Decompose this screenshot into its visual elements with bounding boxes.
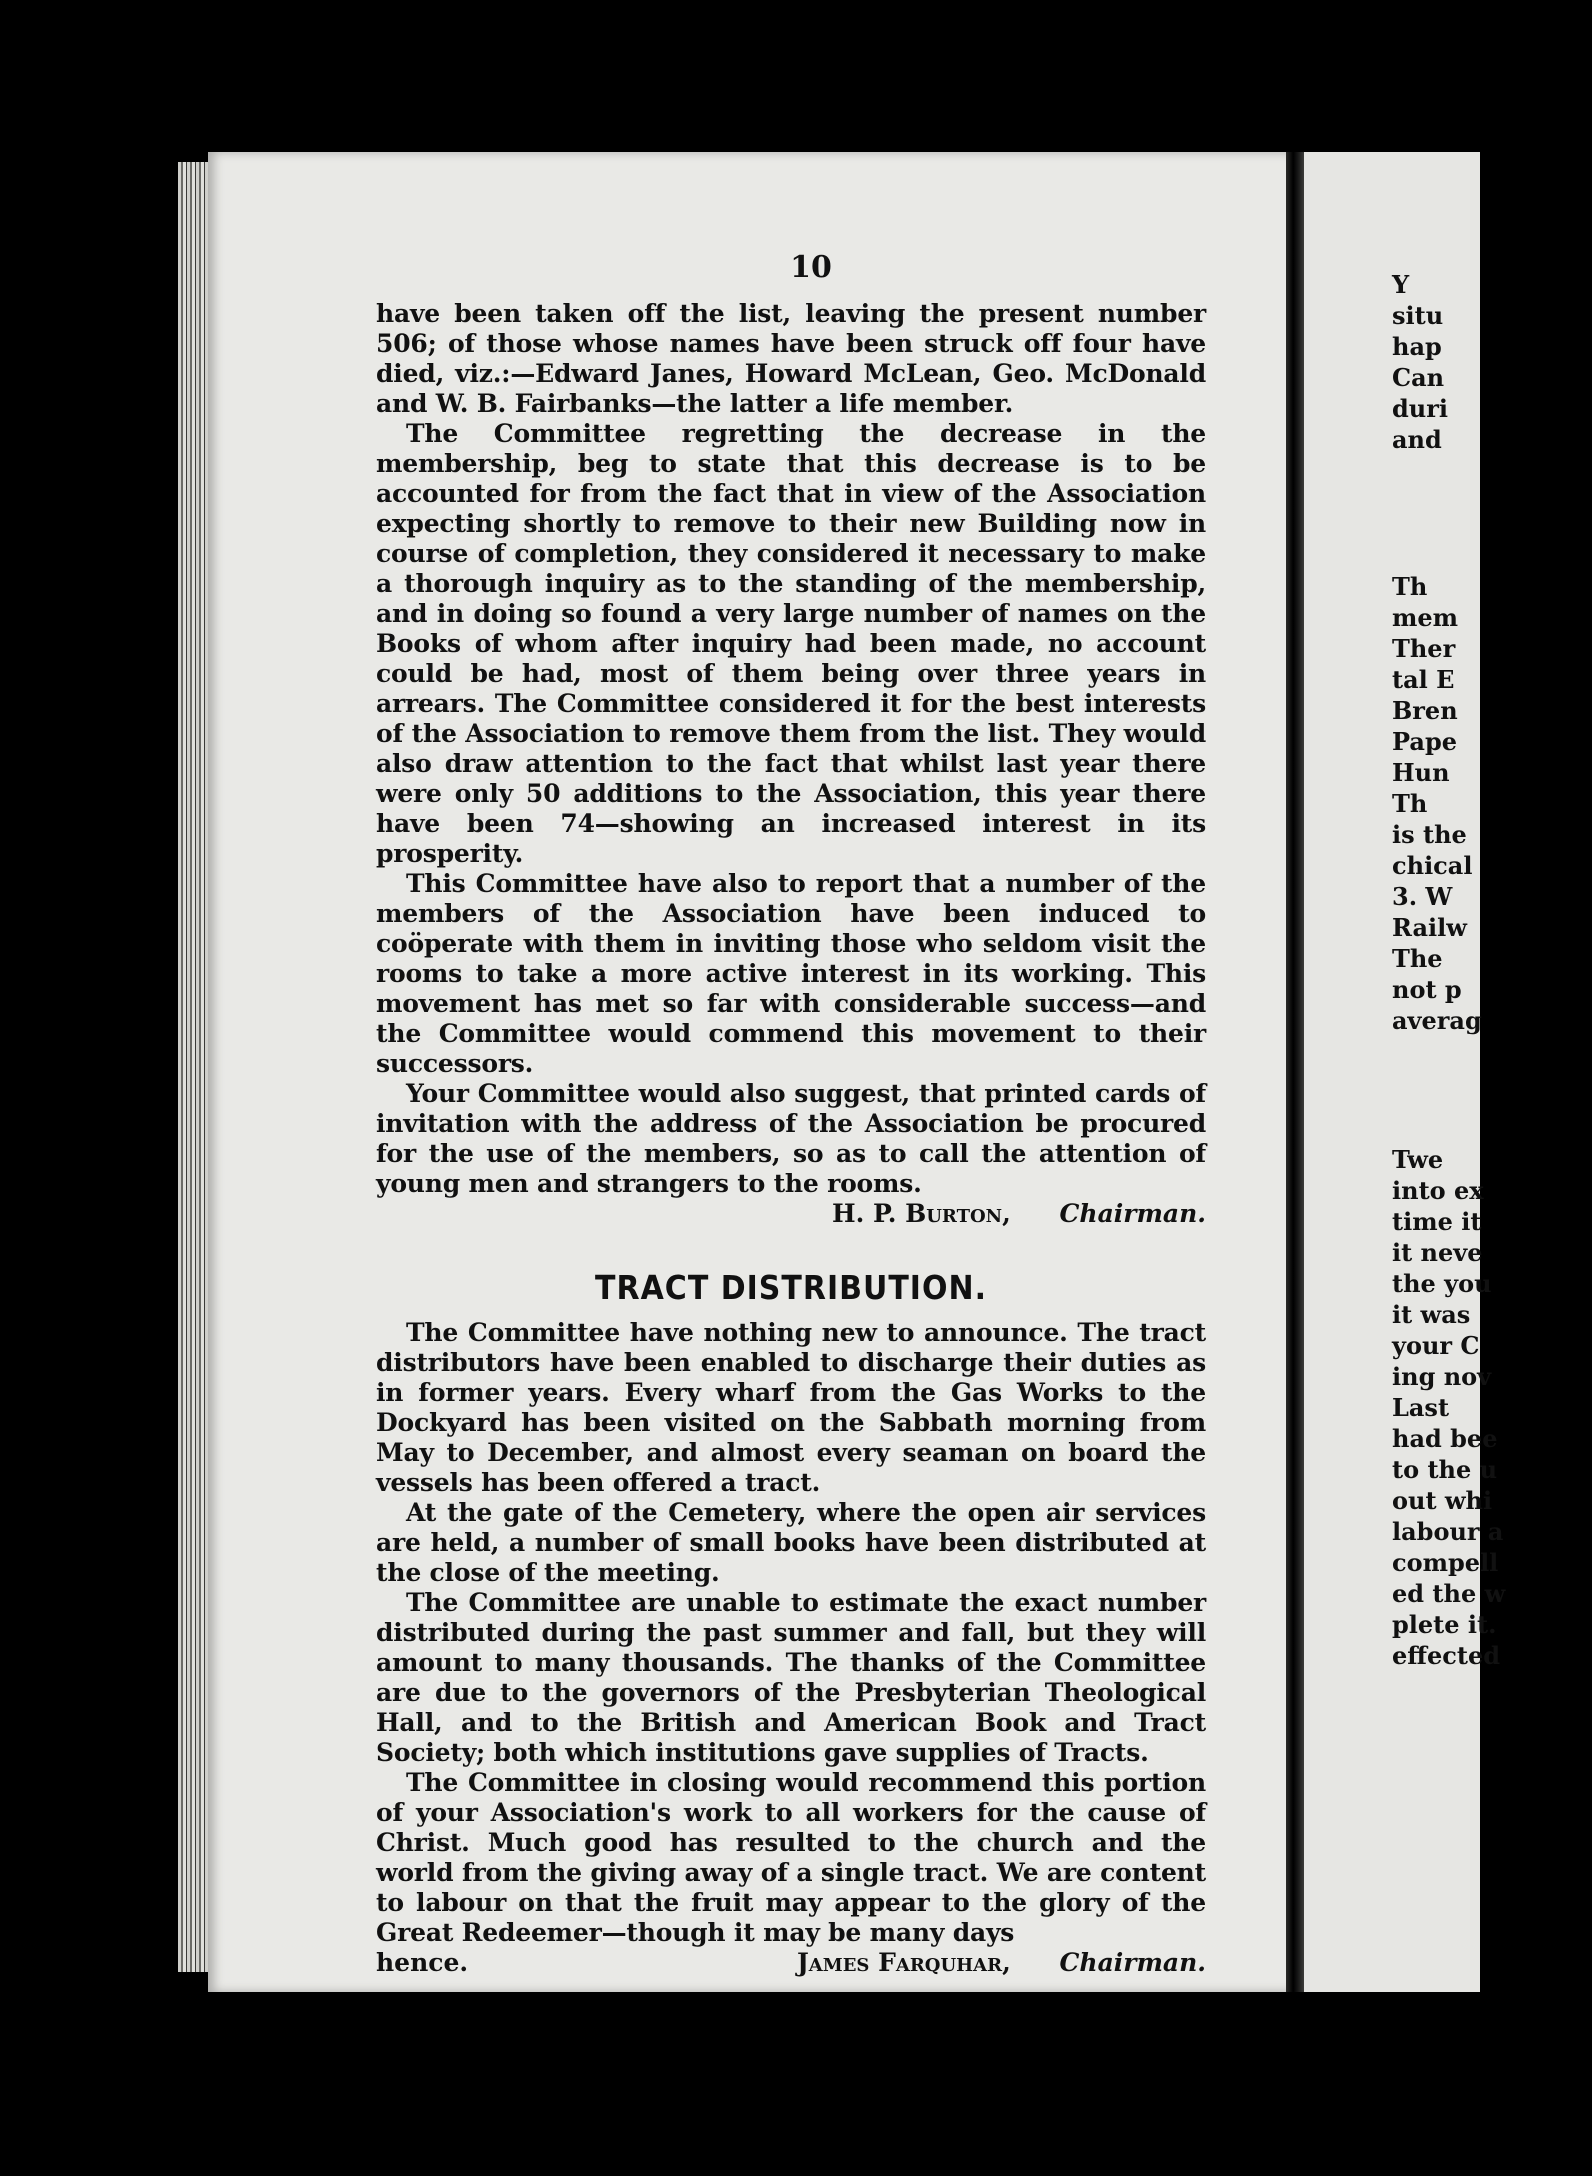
right-page-line: mem: [1392, 603, 1459, 632]
right-page-line: time it: [1392, 1207, 1482, 1236]
tract-paragraph: At the gate of the Cemetery, where the open air services are held, a number of small books have been distributed at the close of the meeting.: [376, 1498, 1206, 1587]
tract-paragraph: The Committee in closing would recommend this portion of your Association's work to all workers for the cause of Christ. Much good has resulted to the church and the world from the giving away of a single tract. We are content to labour on that the fruit may appear to the glory of the Great Redeemer—though it may be many days: [376, 1768, 1206, 1947]
tract-paragraph: The Committee have nothing new to announce. The tract distributors have been enabled to discharge their duties as in former years. Every wharf from the Gas Works to the Dockyard has been visited on the Sabbath morning from May to December, and almost every seaman on board the vessels has been offered a tract.: [376, 1318, 1206, 1497]
section-heading: TRACT DISTRIBUTION.: [595, 1269, 987, 1308]
right-page-line: 3. W: [1392, 882, 1453, 911]
report-paragraph: have been taken off the list, leaving the present number 506; of those whose names have been struck off four have died, viz.:—Edward Janes, Howard McLean, Geo. McDonald and W. B. Fairbanks—the latter a life member.: [376, 299, 1206, 418]
report-paragraph: The Committee regretting the decrease in the membership, beg to state that this decrease is to be accounted for from the fact that in view of the Association expecting shortly to remove to their new Building now in course of completion, they considered it necessary to make a thorough inquiry as to the standing of the membership, and in doing so found a very large number of names on the Books of whom after inquiry had been made, no account could be had, most of them being over three years in arrears. The Committee considered it for the best interests of the Association to remove them from the list. They would also draw attention to the fact that whilst last year there were only 50 additions to the Association, this year there have been 74—showing an increased interest in its prosperity.: [376, 419, 1206, 868]
right-page-line: Twe: [1392, 1145, 1444, 1174]
right-page-line: situ: [1392, 301, 1444, 330]
right-page-line: to the u: [1392, 1455, 1498, 1484]
right-page-line: Last: [1392, 1393, 1450, 1422]
right-page-line: your C: [1392, 1331, 1480, 1360]
right-page-line: Y: [1392, 270, 1410, 299]
right-page-line: the you: [1392, 1269, 1492, 1298]
right-page-line: Can: [1392, 363, 1445, 392]
right-page-line: Pape: [1392, 727, 1458, 756]
page-content: [376, 250, 1206, 1978]
right-page-line: duri: [1392, 394, 1448, 423]
right-page-line: labour a: [1392, 1517, 1504, 1546]
right-page-line: effected: [1392, 1641, 1500, 1670]
signature-name: James Farquhar,: [796, 1948, 1011, 1977]
tract-signature: [376, 1948, 1206, 1978]
right-page-line: averag: [1392, 1006, 1482, 1035]
right-page-line: out whi: [1392, 1486, 1493, 1515]
right-page-line: it neve: [1392, 1238, 1483, 1267]
right-page-line: not p: [1392, 975, 1462, 1004]
signature-lead: hence.: [376, 1948, 469, 1977]
right-page-line: Th: [1392, 572, 1428, 601]
right-page-line: and: [1392, 425, 1442, 454]
right-page-line: it was: [1392, 1300, 1471, 1329]
right-page-line: tal E: [1392, 665, 1455, 694]
committee-report-section: [376, 299, 1206, 1229]
tract-paragraph: The Committee are unable to estimate the exact number distributed during the past summer and fall, but they will amount to many thousands. The thanks of the Committee are due to the governors of the Presbyterian Theological Hall, and to the British and American Book and Tract Society; both which institutions gave supplies of Tracts.: [376, 1588, 1206, 1767]
tract-distribution-section: [376, 1271, 1206, 1978]
right-page-line: is the: [1392, 820, 1467, 849]
signature-role: Chairman.: [1059, 1199, 1206, 1228]
right-page-line: Hun: [1392, 758, 1450, 787]
right-page-line: into ex: [1392, 1176, 1484, 1205]
report-paragraph: This Committee have also to report that a number of the members of the Association have been induced to coöperate with them in inviting those who seldom visit the rooms to take a more active interest in its working. This movement has met so far with considerable success—and the Committee would commend this movement to their successors.: [376, 869, 1206, 1078]
right-page-fragment: [1304, 152, 1506, 1992]
right-page-line: plete it.: [1392, 1610, 1497, 1639]
right-page-line: Ther: [1392, 634, 1456, 663]
right-page-line: Th: [1392, 789, 1428, 818]
book-gutter: [1286, 152, 1304, 1992]
page-number: 10: [790, 250, 832, 285]
right-page-line: chical: [1392, 851, 1473, 880]
right-page-line: compell: [1392, 1548, 1499, 1577]
right-page-line: ed the w: [1392, 1579, 1506, 1608]
right-page-line: Railw: [1392, 913, 1467, 942]
report-paragraph: Your Committee would also suggest, that printed cards of invitation with the address of the Association be procured for the use of the members, so as to call the attention of young men and strangers to the rooms.: [376, 1079, 1206, 1198]
right-page-line: Bren: [1392, 696, 1458, 725]
right-page-line: The: [1392, 944, 1443, 973]
report-signature: [376, 1199, 1206, 1229]
signature-name: H. P. Burton,: [832, 1199, 1011, 1228]
right-page-line: hap: [1392, 332, 1442, 361]
right-page-line: ing nov: [1392, 1362, 1492, 1391]
right-page-line: had bee: [1392, 1424, 1498, 1453]
signature-role: Chairman.: [1059, 1948, 1206, 1977]
